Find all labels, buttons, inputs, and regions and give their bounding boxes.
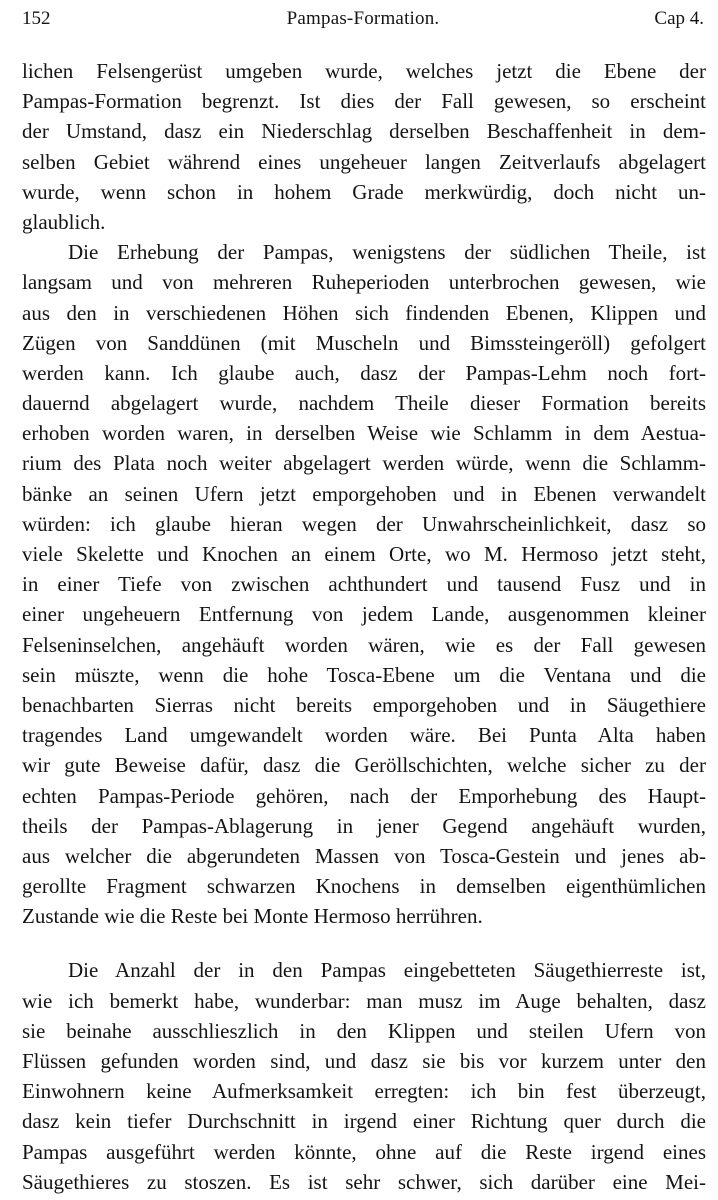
text-line: wie ich bemerkt habe, wunderbar: man musz im Auge behalten, dasz (22, 988, 706, 1013)
text-line: Zügen von Sanddünen (mit Muscheln und Bimssteingeröll) gefolgert (22, 330, 706, 355)
text-line: Säugethieres zu stoszen. Es ist sehr schwer, sich darüber eine Mei- (22, 1169, 706, 1194)
text-line: sein müszte, wenn die hohe Tosca-Ebene um die Ventana und die (22, 662, 706, 687)
text-line: Pampas ausgeführt werden könnte, ohne auf die Reste irgend eines (22, 1139, 706, 1164)
chapter-label: Cap 4. (654, 8, 704, 29)
text-line: einer ungeheuern Entfernung von jedem Lande, ausgenommen kleiner (22, 602, 706, 627)
text-line: in einer Tiefe von zwischen achthundert und tausend Fusz und in (22, 572, 706, 597)
page-number: 152 (22, 8, 51, 29)
text-line: Flüssen gefunden worden sind, und dasz sie bis vor kurzem unter den (22, 1049, 706, 1073)
text-line: sie beinahe ausschlieszlich in den Klippen und steilen Ufern von (22, 1018, 706, 1043)
text-line: Einwohnern keine Aufmerksamkeit erregten: ich bin fest überzeugt, (22, 1079, 706, 1104)
text-line: echten Pampas-Periode gehören, nach der Emporhebung des Haupt- (22, 783, 706, 808)
text-line: langsam und von mehreren Ruheperioden unterbrochen gewesen, wie (22, 270, 706, 295)
paragraph-3 (22, 955, 706, 1197)
text-line: viele Skelette und Knochen an einem Orte, wo M. Hermoso jetzt steht, (22, 542, 706, 566)
running-title: Pampas-Formation. (286, 8, 440, 29)
section-gap (22, 931, 706, 955)
paragraph-2 (22, 237, 706, 931)
text-line: selben Gebiet während eines ungeheuer langen Zeitverlaufs abgelagert (22, 149, 706, 174)
text-line: Zustande wie die Reste bei Monte Hermoso herrühren. (22, 904, 483, 929)
text-line: wir gute Beweise dafür, dasz die Geröllschichten, welche sicher zu der (22, 753, 706, 778)
text-line: theils der Pampas-Ablagerung in jener Gegend angehäuft wurden, (22, 813, 706, 838)
text-line: Die Anzahl der in den Pampas eingebetteten Säugethierreste ist, (68, 958, 706, 983)
text-line: wurde, wenn schon in hohem Grade merkwürdig, doch nicht un- (22, 179, 706, 204)
text-line: gerollte Fragment schwarzen Knochens in demselben eigenthümlichen (22, 874, 706, 899)
text-line: bänke an seinen Ufern jetzt emporgehoben und in Ebenen verwandelt (22, 481, 706, 506)
paragraph-1 (22, 56, 706, 237)
text-line: rium des Plata noch weiter abgelagert werden würde, wenn die Schlamm- (22, 451, 706, 476)
text-line: glaublich. (22, 209, 106, 234)
text-line: aus den in verschiedenen Höhen sich findenden Ebenen, Klippen und (22, 300, 706, 325)
text-line: dasz kein tiefer Durchschnitt in irgend einer Richtung quer durch die (22, 1109, 706, 1134)
text-line: erhoben worden waren, in derselben Weise wie Schlamm in dem Aestua- (22, 421, 706, 446)
text-line: benachbarten Sierras nicht bereits emporgehoben und in Säugethiere (22, 692, 706, 717)
body-text (22, 56, 706, 1197)
text-line: tragendes Land umgewandelt worden wäre. Bei Punta Alta haben (22, 723, 706, 748)
text-line: aus welcher die abgerundeten Massen von Tosca-Gestein und jenes ab- (22, 843, 706, 868)
text-line: lichen Felsengerüst umgeben wurde, welches jetzt die Ebene der (22, 59, 706, 83)
text-line: Pampas-Formation begrenzt. Ist dies der Fall gewesen, so erscheint (22, 89, 706, 114)
text-line: der Umstand, dasz ein Niederschlag derselben Beschaffenheit in dem- (22, 119, 706, 144)
text-line: Felseninselchen, angehäuft worden wären, wie es der Fall gewesen (22, 632, 706, 657)
text-line: Die Erhebung der Pampas, wenigstens der südlichen Theile, ist (68, 240, 706, 265)
text-line: dauernd abgelagert wurde, nachdem Theile dieser Formation bereits (22, 391, 706, 416)
text-line: würden: ich glaube hieran wegen der Unwahrscheinlichkeit, dasz so (22, 511, 706, 536)
text-line: werden kann. Ich glaube auch, dasz der Pampas-Lehm noch fort- (22, 360, 706, 385)
page-header (22, 4, 704, 34)
